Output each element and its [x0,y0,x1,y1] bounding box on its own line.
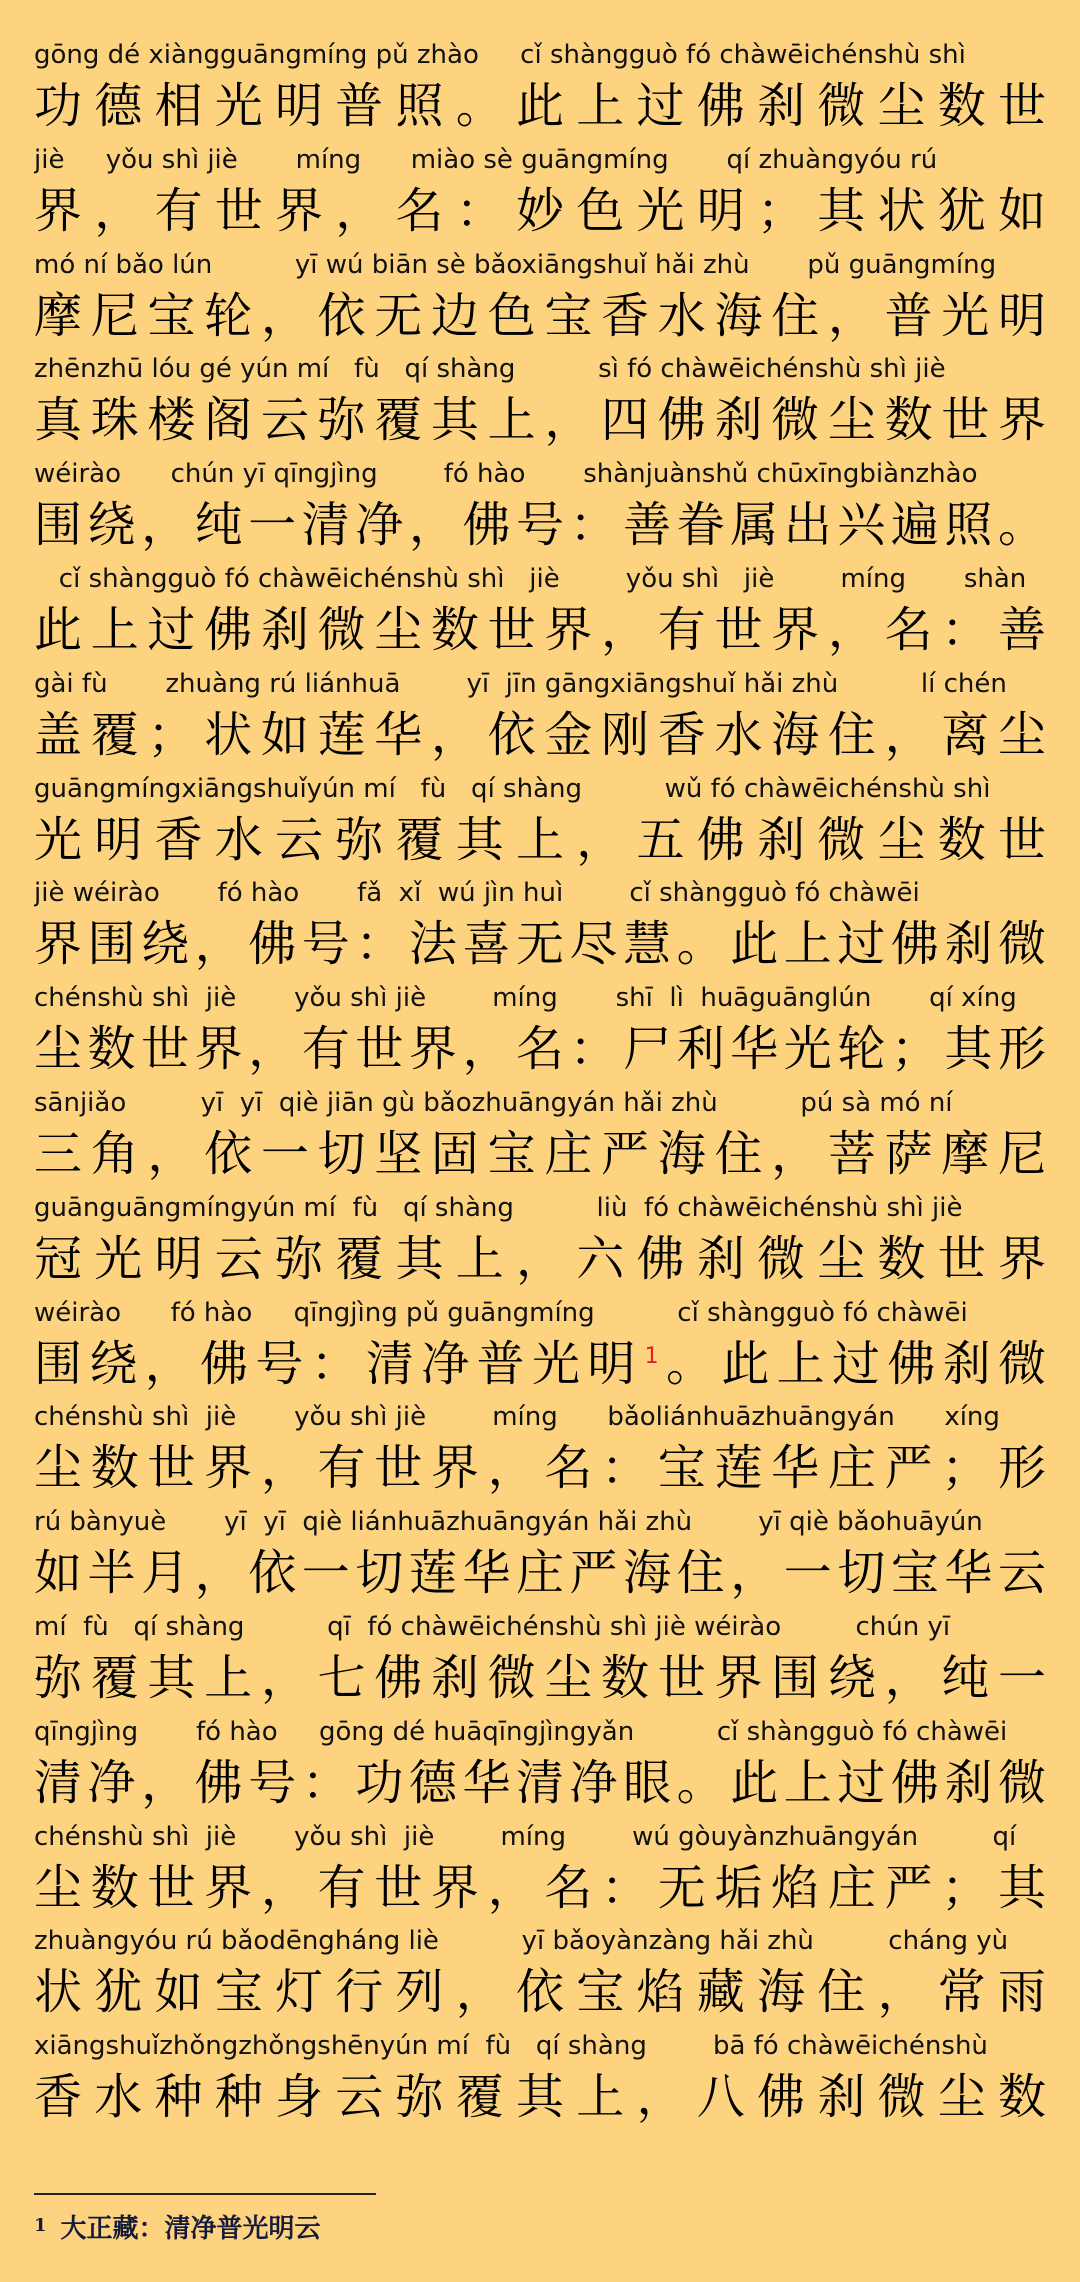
pinyin-annotation: qīngjìng fó hào gōng dé huāqīngjìngyǎn cǐ shàngguò fó chàwēi [34,1716,1008,1747]
chinese-text-segment: 围绕，佛号：清净普光明 [34,1335,643,1392]
chinese-text: 冠光明云弥覆其上，六佛刹微尘数世界 [34,1230,1046,1287]
footnote-reference[interactable]: 1 [644,1343,659,1369]
chinese-text: 如半月，依一切莲华庄严海住，一切宝华云 [34,1545,1046,1602]
text-line [34,1086,1046,1190]
chinese-text: 界围绕，佛号：法喜无尽慧。此上过佛刹微 [34,916,1046,973]
chinese-text: 尘数世界，有世界，名：宝莲华庄严；形 [34,1440,1046,1497]
chinese-text: 摩尼宝轮，依无边色宝香水海住，普光明 [34,287,1046,344]
pinyin-annotation: guānguāngmíngyún mí fù qí shàng liù fó chàwēichénshù shì jiè [34,1192,963,1223]
pinyin-annotation: gōng dé xiàngguāngmíng pǔ zhào cǐ shàngguò fó chàwēichénshù shì [34,40,966,70]
text-line [34,1505,1046,1609]
pinyin-annotation: wéirào chún yī qīngjìng fó hào shànjuànshǔ chūxīngbiànzhào [34,459,978,490]
pinyin-annotation: cǐ shàngguò fó chàwēichénshù shì jiè yǒu shì jiè míng shàn [34,564,1027,594]
chinese-text: 香水种种身云弥覆其上，八佛刹微尘数 [34,2069,1046,2126]
pinyin-annotation: mí fù qí shàng qī fó chàwēichénshù shì jiè wéirào chún yī [34,1612,951,1642]
pinyin-annotation: sānjiǎo yī yī qiè jiān gù bǎozhuāngyán hǎi zhù pú sà mó ní [34,1088,953,1118]
chinese-text: 三角，依一切坚固宝庄严海住，菩萨摩尼 [34,1126,1046,1182]
text-line [34,248,1046,352]
pinyin-annotation: rú bànyuè yī yī qiè liánhuāzhuāngyán hǎi zhù yī qiè bǎohuāyún [34,1507,983,1538]
pinyin-annotation: zhuàngyóu rú bǎodēngháng liè yī bǎoyànzàng hǎi zhù cháng yù [34,1926,1009,1957]
text-line [34,1715,1046,1819]
chinese-text: 真珠楼阁云弥覆其上，四佛刹微尘数世界 [34,392,1046,449]
pinyin-annotation: mó ní bǎo lún yī wú biān sè bǎoxiāngshuǐ hǎi zhù pǔ guāngmíng [34,249,997,280]
text-line [34,1296,1046,1400]
text-line [34,2029,1046,2133]
pinyin-annotation: chénshù shì jiè yǒu shì jiè míng bǎoliánhuāzhuāngyán xíng [34,1402,1000,1433]
footnote [34,2208,321,2248]
chinese-text: 尘数世界，有世界，名：尸利华光轮；其形 [34,1021,1046,1078]
pinyin-annotation: jiè yǒu shì jiè míng miào sè guāngmíng qí zhuàngyóu rú [34,144,938,175]
text-line [34,1924,1046,2028]
text-line [34,667,1046,771]
footnote-divider [34,2193,376,2195]
chinese-text: 光明香水云弥覆其上，五佛刹微尘数世 [34,811,1046,868]
pinyin-annotation: jiè wéirào fó hào fǎ xǐ wú jìn huì cǐ shàngguò fó chàwēi [34,878,920,909]
text-line [34,1400,1046,1504]
chinese-text: 功德相光明普照。此上过佛刹微尘数世 [34,78,1046,134]
pinyin-annotation: guāngmíngxiāngshuǐyún mí fù qí shàng wǔ fó chàwēichénshù shì [34,773,991,804]
text-line [34,38,1046,142]
pinyin-annotation: wéirào fó hào qīngjìng pǔ guāngmíng cǐ shàngguò fó chàwēi [34,1297,968,1328]
pinyin-annotation: chénshù shì jiè yǒu shì jiè míng shī lì huāguānglún qí xíng [34,983,1017,1014]
chinese-text: 弥覆其上，七佛刹微尘数世界围绕，纯一 [34,1650,1046,1706]
chinese-text: 清净，佛号：功德华清净眼。此上过佛刹微 [34,1754,1046,1811]
text-line [34,772,1046,876]
text-line [34,1610,1046,1714]
text-line [34,981,1046,1085]
chinese-text: 此上过佛刹微尘数世界，有世界，名：善 [34,602,1046,658]
chinese-text: 界，有世界，名：妙色光明；其状犹如 [34,182,1046,239]
chinese-text: 盖覆；状如莲华，依金刚香水海住，离尘 [34,706,1046,763]
text-line [34,562,1046,666]
chinese-text: 状犹如宝灯行列，依宝焰藏海住，常雨 [34,1964,1046,2021]
chinese-text: 尘数世界，有世界，名：无垢焰庄严；其 [34,1859,1046,1916]
footnote-number: 1 [34,2214,47,2236]
text-line [34,1191,1046,1295]
text-line [34,352,1046,456]
pinyin-annotation: xiāngshuǐzhǒngzhǒngshēnyún mí fù qí shàng bā fó chàwēichénshù [34,2031,988,2062]
footnote-text: 大正藏：清净普光明云 [60,2214,321,2244]
text-line [34,1820,1046,1924]
text-line [34,876,1046,980]
pinyin-annotation: chénshù shì jiè yǒu shì jiè míng wú gòuyànzhuāngyán qí [34,1821,1017,1852]
chinese-text: 围绕，纯一清净，佛号：善眷属出兴遍照。 [34,497,1046,554]
text-line [34,457,1046,561]
chinese-text [34,1332,1046,1396]
pinyin-annotation: zhēnzhū lóu gé yún mí fù qí shàng sì fó chàwēichénshù shì jiè [34,354,946,385]
pinyin-annotation: gài fù zhuàng rú liánhuā yī jīn gāngxiāngshuǐ hǎi zhù lí chén [34,668,1007,699]
chinese-text-segment: 。此上过佛刹微 [658,1335,1046,1392]
text-line [34,143,1046,247]
